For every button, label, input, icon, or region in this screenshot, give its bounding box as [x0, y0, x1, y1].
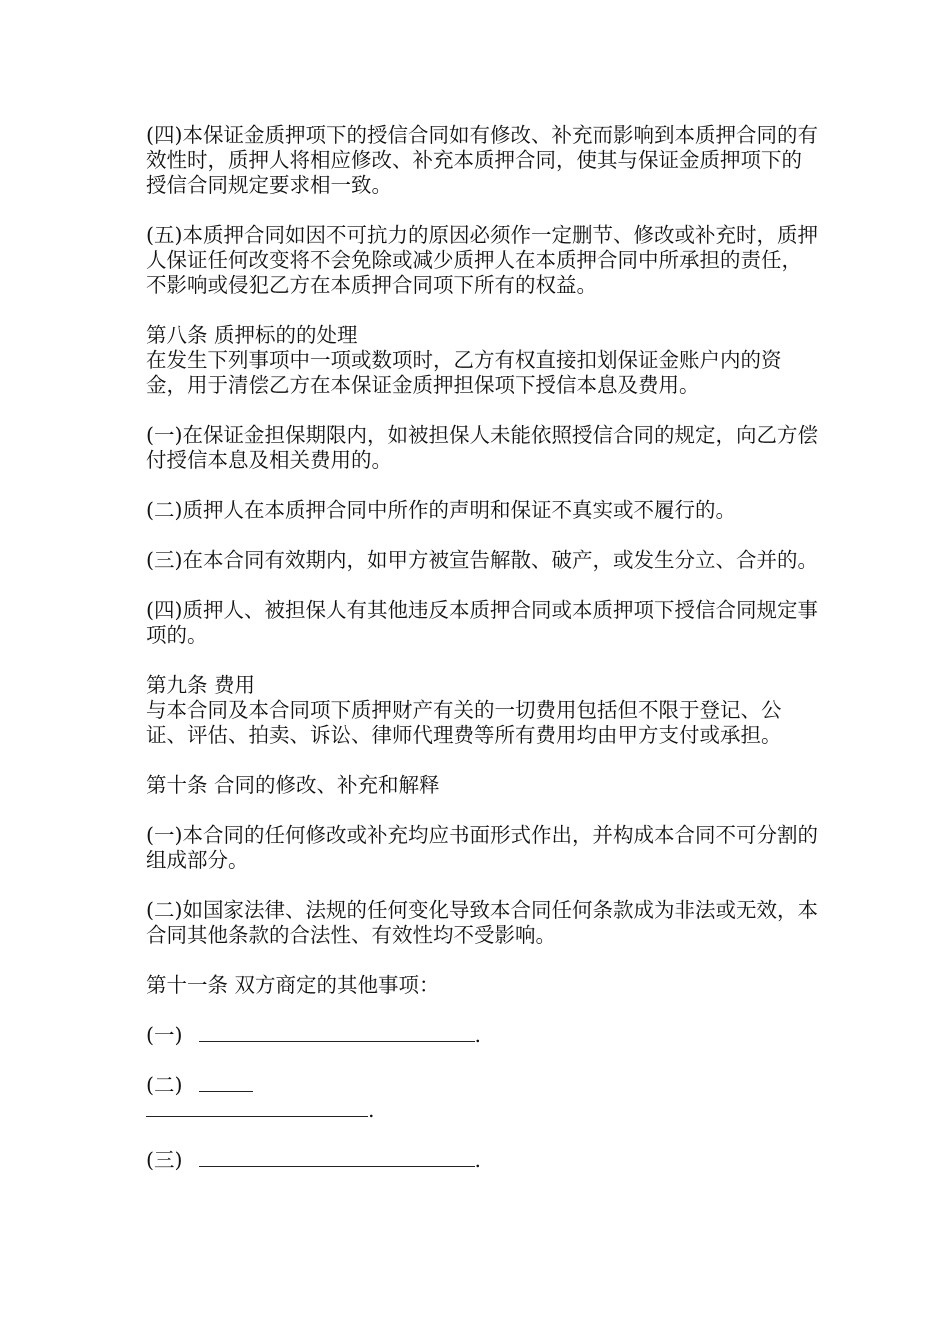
article-8-title: 第八条 质押标的的处理 [146, 323, 358, 347]
article-10-title: 第十条 合同的修改、补充和解释 [146, 773, 440, 797]
other-matter-2-blank-a[interactable] [199, 1073, 253, 1092]
clause-5-force-majeure: (五)本质押合同如因不可抗力的原因必须作一定删节、修改或补充时，质押人保证任何改变将不会免除或减少质押人在本质押合同中所承担的责任，不影响或侵犯乙方在本质押合同项下所有的权益。 [146, 223, 818, 297]
other-matter-2-label: (二) [146, 1073, 183, 1097]
other-matter-1-end: . [474, 1023, 482, 1047]
other-matter-2-end: . [368, 1098, 375, 1122]
article-8-item-1: (一)在保证金担保期限内，如被担保人未能依照授信合同的规定，向乙方偿付授信本息及相关费用的。 [146, 423, 818, 472]
article-10-item-2: (二)如国家法律、法规的任何变化导致本合同任何条款成为非法或无效，本合同其他条款的合法性、有效性均不受影响。 [146, 898, 818, 947]
other-matter-2 [146, 1073, 818, 1098]
article-8-item-2: (二)质押人在本质押合同中所作的声明和保证不真实或不履行的。 [146, 498, 736, 522]
article-8-item-4: (四)质押人、被担保人有其他违反本质押合同或本质押项下授信合同规定事项的。 [146, 598, 818, 647]
other-matter-3-blank[interactable] [199, 1148, 475, 1167]
other-matter-2-cont [146, 1098, 818, 1123]
other-matter-3-end: . [474, 1148, 482, 1172]
other-matter-1 [146, 1023, 818, 1048]
article-11-title: 第十一条 双方商定的其他事项： [146, 973, 440, 997]
article-10-item-1: (一)本合同的任何修改或补充均应书面形式作出，并构成本合同不可分割的组成部分。 [146, 823, 818, 872]
article-9-body: 与本合同及本合同项下质押财产有关的一切费用包括但不限于登记、公证、评估、拍卖、诉讼、律师代理费等所有费用均由甲方支付或承担。 [146, 698, 782, 747]
article-8-body: 在发生下列事项中一项或数项时，乙方有权直接扣划保证金账户内的资金，用于清偿乙方在本保证金质押担保项下授信本息及费用。 [146, 348, 782, 397]
article-8-item-3: (三)在本合同有效期内，如甲方被宣告解散、破产，或发生分立、合并的。 [146, 548, 818, 572]
contract-page [146, 123, 818, 1198]
other-matter-2-blank-b[interactable] [146, 1098, 368, 1117]
other-matter-3 [146, 1148, 818, 1173]
other-matter-1-blank[interactable] [199, 1023, 475, 1042]
clause-4-modification: (四)本保证金质押项下的授信合同如有修改、补充而影响到本质押合同的有效性时，质押人将相应修改、补充本质押合同，使其与保证金质押项下的授信合同规定要求相一致。 [146, 123, 818, 197]
other-matter-1-label: (一) [146, 1023, 183, 1047]
other-matter-3-label: (三) [146, 1148, 183, 1172]
article-9-title: 第九条 费用 [146, 673, 256, 697]
